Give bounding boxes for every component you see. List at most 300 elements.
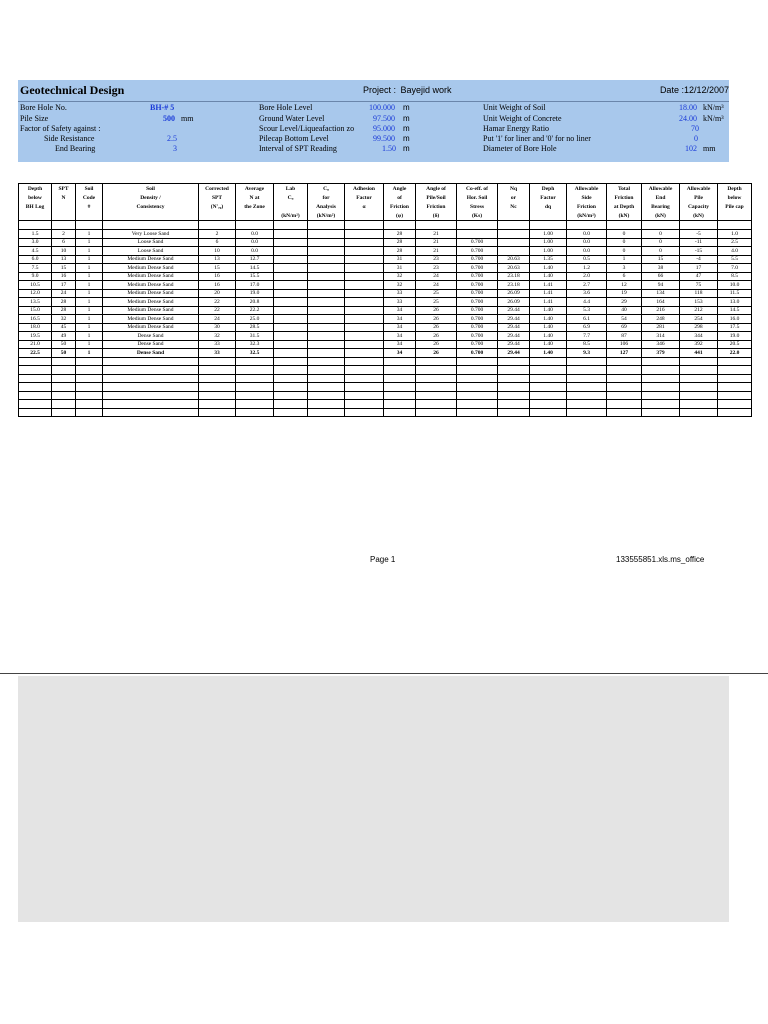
table-cell: 1 (76, 272, 103, 281)
table-cell: 16 (199, 272, 236, 281)
table-cell (718, 383, 752, 392)
table-cell: 10 (199, 247, 236, 256)
table-cell (274, 315, 308, 324)
table-cell (103, 357, 199, 366)
table-cell: 32.3 (236, 340, 274, 349)
table-cell: Medium Dense Sand (103, 315, 199, 324)
table-cell: 21 (416, 238, 457, 247)
empty-row (19, 400, 752, 409)
header-cell: Lab (274, 184, 308, 194)
table-cell: 1 (76, 247, 103, 256)
table-cell (199, 408, 236, 417)
header-cell: for (308, 193, 345, 202)
table-cell (498, 400, 530, 409)
gwl-value: 97.500 (373, 114, 395, 123)
table-cell: 3.6 (567, 289, 607, 298)
table-cell (530, 366, 567, 375)
table-cell (52, 357, 76, 366)
table-cell (345, 289, 384, 298)
table-cell: Medium Dense Sand (103, 323, 199, 332)
table-cell (308, 272, 345, 281)
bore-hole-no-value: BH-# 5 (150, 103, 175, 112)
table-cell: 3.0 (19, 238, 52, 247)
table-cell: 0.700 (457, 272, 498, 281)
table-cell (76, 391, 103, 400)
table-cell (530, 391, 567, 400)
table-cell (274, 349, 308, 358)
table-cell (567, 383, 607, 392)
empty-row (19, 383, 752, 392)
header-cell: (kN/m²) (567, 211, 607, 221)
header-panel (18, 80, 729, 162)
table-cell: 2 (199, 230, 236, 239)
table-cell: 1.00 (530, 230, 567, 239)
table-cell: 0 (607, 230, 642, 239)
header-cell: Cᵤ (274, 193, 308, 202)
table-cell (457, 357, 498, 366)
table-cell (103, 408, 199, 417)
table-cell: -4 (680, 255, 718, 264)
table-cell (308, 391, 345, 400)
table-cell (274, 281, 308, 290)
table-cell (274, 298, 308, 307)
table-cell: 0.700 (457, 323, 498, 332)
table-cell: 28 (384, 247, 416, 256)
table-cell: 0 (642, 238, 680, 247)
table-cell: 29.44 (498, 306, 530, 315)
table-cell: 5.5 (718, 255, 752, 264)
header-cell: (kN) (680, 211, 718, 221)
header-cell (498, 211, 530, 221)
table-cell: 16.5 (19, 315, 52, 324)
header-cell: the Zone (236, 202, 274, 211)
table-cell: -15 (680, 247, 718, 256)
table-cell: 0.700 (457, 340, 498, 349)
table-cell: 298 (680, 323, 718, 332)
header-cell: BH Log (19, 202, 52, 211)
table-cell (345, 408, 384, 417)
table-cell: 441 (680, 349, 718, 358)
table-cell (76, 383, 103, 392)
table-cell (567, 221, 607, 230)
table-cell: 33 (199, 349, 236, 358)
diameter-unit: mm (703, 144, 716, 153)
table-row (19, 289, 752, 298)
table-cell (236, 383, 274, 392)
table-cell (384, 357, 416, 366)
table-cell: 16 (199, 281, 236, 290)
table-cell (345, 238, 384, 247)
table-cell (345, 272, 384, 281)
page-title: Geotechnical Design (20, 83, 125, 97)
table-cell (52, 391, 76, 400)
table-cell (274, 340, 308, 349)
header-cell: Friction (567, 202, 607, 211)
table-cell: 29.44 (498, 315, 530, 324)
table-cell (274, 255, 308, 264)
header-cell: Factor (345, 193, 384, 202)
header-cell: Hor. Soil (457, 193, 498, 202)
table-cell (103, 374, 199, 383)
table-cell: 26 (416, 332, 457, 341)
header-cell (19, 211, 52, 221)
table-cell: Very Loose Sand (103, 230, 199, 239)
header-cell: Depth (19, 184, 52, 194)
table-cell (718, 366, 752, 375)
spt-interval-label: Interval of SPT Reading (259, 144, 337, 153)
table-cell: 25.0 (236, 315, 274, 324)
table-cell: 4.0 (718, 247, 752, 256)
table-cell: Dense Sand (103, 332, 199, 341)
table-cell (680, 408, 718, 417)
table-cell (199, 374, 236, 383)
table-cell (199, 383, 236, 392)
table-cell (718, 221, 752, 230)
table-cell: 17 (680, 264, 718, 273)
table-cell (274, 366, 308, 375)
table-cell: 17.0 (236, 281, 274, 290)
spt-interval-unit: m (403, 144, 410, 153)
table-cell: 32 (52, 315, 76, 324)
table-cell: 5.3 (567, 306, 607, 315)
diameter-value: 102 (685, 144, 697, 153)
pile-capacity-table (18, 183, 752, 417)
table-cell: 26 (416, 323, 457, 332)
header-cell: Angle of (416, 184, 457, 194)
table-cell: 6 (199, 238, 236, 247)
table-cell: 1.0 (718, 230, 752, 239)
table-cell (345, 315, 384, 324)
uw-soil-value: 18.00 (679, 103, 697, 112)
table-cell: 23 (416, 264, 457, 273)
header-cell: at Depth (607, 202, 642, 211)
table-cell: Loose Sand (103, 247, 199, 256)
table-cell (274, 400, 308, 409)
table-row (19, 315, 752, 324)
table-cell (607, 408, 642, 417)
table-cell: 22 (199, 298, 236, 307)
table-cell: 15 (52, 264, 76, 273)
table-cell: 25 (416, 298, 457, 307)
header-cell: N (52, 193, 76, 202)
table-cell: 34 (384, 323, 416, 332)
table-cell: 379 (642, 349, 680, 358)
table-cell (274, 221, 308, 230)
header-cell: Friction (384, 202, 416, 211)
header-cell: Factor (530, 193, 567, 202)
table-cell (384, 374, 416, 383)
table-cell (345, 323, 384, 332)
table-cell: 23 (416, 255, 457, 264)
table-cell (274, 323, 308, 332)
liner-label: Put '1' for liner and '0' for no liner (483, 134, 591, 143)
empty-row (19, 366, 752, 375)
date-field: Date :12/12/2007 (659, 85, 729, 95)
table-cell: 1.5 (19, 230, 52, 239)
table-cell: 38 (642, 264, 680, 273)
table-cell: 7.5 (19, 264, 52, 273)
table-cell: 0.0 (236, 247, 274, 256)
table-cell: 1 (76, 289, 103, 298)
table-cell: 24 (416, 272, 457, 281)
table-cell (52, 400, 76, 409)
table-cell (416, 221, 457, 230)
table-cell: 14.5 (718, 306, 752, 315)
table-cell: 20.5 (718, 340, 752, 349)
table-cell: 94 (642, 281, 680, 290)
table-cell (607, 366, 642, 375)
table-cell: 32.5 (236, 349, 274, 358)
table-cell (308, 255, 345, 264)
table-cell (274, 230, 308, 239)
table-cell: 10.5 (19, 281, 52, 290)
table-cell (718, 391, 752, 400)
scour-label: Scour Level/Liqueafaction zo (259, 124, 355, 133)
header-cell: Total (607, 184, 642, 194)
table-cell (308, 400, 345, 409)
gwl-label: Ground Water Level (259, 114, 325, 123)
table-row (19, 306, 752, 315)
table-cell: 9.3 (567, 349, 607, 358)
header-cell (718, 211, 752, 221)
header-row (19, 211, 752, 221)
table-cell: Medium Dense Sand (103, 264, 199, 273)
table-cell: 1 (76, 281, 103, 290)
header-cell: or (498, 193, 530, 202)
table-cell: 2 (52, 230, 76, 239)
table-cell: 15.5 (236, 272, 274, 281)
table-cell: Medium Dense Sand (103, 272, 199, 281)
table-cell: 0.0 (567, 230, 607, 239)
table-cell: 1 (76, 255, 103, 264)
table-cell (199, 400, 236, 409)
table-cell: 22 (199, 306, 236, 315)
table-cell (274, 332, 308, 341)
header-cell: Allowable (680, 184, 718, 194)
table-cell (680, 391, 718, 400)
table-cell: 2.0 (567, 272, 607, 281)
table-cell: 0.700 (457, 281, 498, 290)
table-cell: 314 (642, 332, 680, 341)
empty-row (19, 408, 752, 417)
table-cell (680, 357, 718, 366)
table-cell (274, 238, 308, 247)
table-cell (498, 366, 530, 375)
uw-concrete-label: Unit Weight of Concrete (483, 114, 562, 123)
table-cell: 19 (607, 289, 642, 298)
table-cell (384, 408, 416, 417)
table-cell (642, 366, 680, 375)
header-cell: Consistency (103, 202, 199, 211)
table-cell: 1 (76, 315, 103, 324)
header-cell: below (718, 193, 752, 202)
table-cell: 6.0 (19, 255, 52, 264)
header-row (19, 184, 752, 194)
table-cell (274, 383, 308, 392)
table-cell (76, 366, 103, 375)
table-cell: 0.700 (457, 289, 498, 298)
table-cell (607, 374, 642, 383)
table-cell (530, 408, 567, 417)
table-cell (457, 400, 498, 409)
table-cell (308, 230, 345, 239)
table-cell (308, 366, 345, 375)
table-cell (308, 349, 345, 358)
table-cell: 212 (680, 306, 718, 315)
table-cell (52, 374, 76, 383)
table-cell (498, 383, 530, 392)
table-cell: 29 (607, 298, 642, 307)
table-cell: 24 (199, 315, 236, 324)
table-cell: 29.44 (498, 323, 530, 332)
table-cell (308, 315, 345, 324)
table-cell: 14.5 (236, 264, 274, 273)
table-cell: 1 (607, 255, 642, 264)
header-cell: Soil (103, 184, 199, 194)
project-label: Project : (363, 85, 397, 95)
table-cell (567, 400, 607, 409)
table-cell (607, 357, 642, 366)
table-cell (274, 306, 308, 315)
table-cell: -11 (680, 238, 718, 247)
table-row (19, 264, 752, 273)
table-cell: 8.5 (718, 272, 752, 281)
table-cell (76, 408, 103, 417)
page-divider (0, 673, 768, 674)
table-cell (19, 408, 52, 417)
table-cell: 33 (199, 340, 236, 349)
pile-size-unit: mm (181, 114, 194, 123)
table-cell: 106 (607, 340, 642, 349)
table-cell (274, 408, 308, 417)
table-cell: 1.40 (530, 332, 567, 341)
table-cell: 1 (76, 332, 103, 341)
empty-row (19, 357, 752, 366)
table-cell (52, 366, 76, 375)
end-bearing-value: 3 (173, 144, 177, 153)
table-cell: 13.0 (718, 298, 752, 307)
table-cell: 69 (607, 323, 642, 332)
table-cell (345, 255, 384, 264)
table-cell (416, 374, 457, 383)
table-cell (19, 374, 52, 383)
table-cell: 50 (52, 349, 76, 358)
table-cell: 1 (76, 340, 103, 349)
table-cell (308, 221, 345, 230)
design-parameters (18, 101, 729, 163)
table-cell (607, 221, 642, 230)
table-cell: 28.5 (236, 323, 274, 332)
header-cell: Angle (384, 184, 416, 194)
table-cell: 1.40 (530, 349, 567, 358)
header-cell: (kN) (607, 211, 642, 221)
table-cell: 22.2 (236, 306, 274, 315)
table-cell (416, 400, 457, 409)
table-cell (498, 408, 530, 417)
table-cell: 26.09 (498, 289, 530, 298)
table-cell: 392 (680, 340, 718, 349)
spacer-row (19, 221, 752, 230)
uw-soil-unit: kN/m³ (703, 103, 724, 112)
uw-concrete-unit: kN/m³ (703, 114, 724, 123)
header-cell: below (19, 193, 52, 202)
table-cell: 28 (52, 298, 76, 307)
table-cell (274, 264, 308, 273)
table-cell: 16 (52, 272, 76, 281)
table-cell (345, 357, 384, 366)
header-cell: Density / (103, 193, 199, 202)
table-cell: 19.0 (236, 289, 274, 298)
header-cell: Soil (76, 184, 103, 194)
liner-value: 0 (694, 134, 698, 143)
table-cell: 12.7 (236, 255, 274, 264)
table-cell (103, 366, 199, 375)
header-row (19, 193, 752, 202)
table-cell (457, 408, 498, 417)
table-cell (345, 264, 384, 273)
table-cell: 34 (384, 340, 416, 349)
table-cell: 40 (607, 306, 642, 315)
table-cell: 1.2 (567, 264, 607, 273)
table-cell: 1.40 (530, 323, 567, 332)
table-cell: 0 (642, 247, 680, 256)
table-cell: 87 (607, 332, 642, 341)
table-cell (52, 383, 76, 392)
table-cell (308, 298, 345, 307)
table-cell: 1.41 (530, 298, 567, 307)
table-cell (19, 391, 52, 400)
table-cell: 4.4 (567, 298, 607, 307)
header-cell: Friction (416, 202, 457, 211)
table-cell: 127 (607, 349, 642, 358)
table-cell: 28 (384, 230, 416, 239)
table-cell: 28 (384, 238, 416, 247)
table-cell: 66 (642, 272, 680, 281)
header-cell: (N'₇₀) (199, 202, 236, 211)
header-cell (76, 211, 103, 221)
table-cell (498, 374, 530, 383)
table-cell (103, 400, 199, 409)
header-cell: Bearing (642, 202, 680, 211)
table-cell: 1 (76, 230, 103, 239)
table-cell (567, 391, 607, 400)
table-cell: 15 (642, 255, 680, 264)
table-cell (274, 289, 308, 298)
table-cell (52, 221, 76, 230)
table-cell: 1.41 (530, 289, 567, 298)
table-cell: 0.700 (457, 306, 498, 315)
project-field (363, 85, 452, 95)
table-cell (274, 272, 308, 281)
side-resistance-label: Side Resistance (44, 134, 95, 143)
bore-hole-no-label: Bore Hole No. (20, 103, 67, 112)
table-cell (567, 366, 607, 375)
table-cell: 164 (642, 298, 680, 307)
table-cell: Medium Dense Sand (103, 255, 199, 264)
table-cell (308, 383, 345, 392)
table-cell (308, 374, 345, 383)
table-cell (607, 391, 642, 400)
table-cell (345, 391, 384, 400)
table-cell (199, 366, 236, 375)
table-cell: 26.09 (498, 298, 530, 307)
table-cell: 4.5 (19, 247, 52, 256)
table-row (19, 238, 752, 247)
header-cell: N at (236, 193, 274, 202)
table-cell: Loose Sand (103, 238, 199, 247)
table-cell: 29.44 (498, 340, 530, 349)
table-cell (19, 221, 52, 230)
